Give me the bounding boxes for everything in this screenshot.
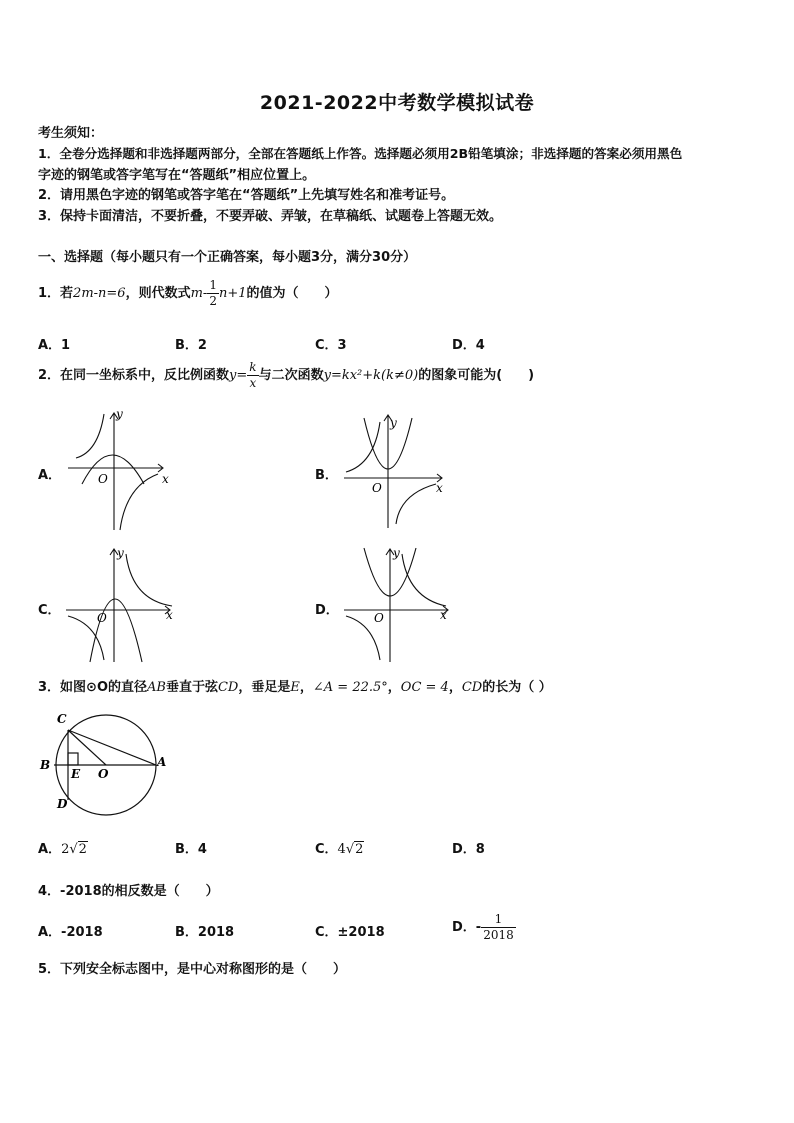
question-3 [38,676,552,695]
q3-cd: CD [217,680,239,695]
q1-frac-den: 2 [209,294,217,308]
label-d: D [57,797,68,811]
q4-option-c: C．±2018 [315,925,385,940]
q2-label-c: C． [38,603,61,618]
q1-pre: 1．若 [38,286,74,301]
origin-label: O [98,472,108,486]
q3-option-a [38,838,88,857]
q2-label-d: D． [315,603,339,618]
notice-line-1a: 1．全卷分选择题和非选择题两部分，全部在答题纸上作答。选择题必须用2B铅笔填涂；非选择题的答案必须用黑色 [38,146,683,161]
label-a: A [157,755,167,769]
q3-option-c-value: 4√2 [337,842,364,857]
notice-line-3: 3．保持卡面清洁，不要折叠，不要弄破、弄皱，在草稿纸、试题卷上答题无效。 [38,209,503,224]
page-title: 2021-2022中考数学模拟试卷 [259,92,535,114]
q4-d-num: 1 [481,912,516,928]
x-label: x [166,608,173,622]
origin-label: O [372,481,382,495]
section-heading: 一、选择题（每小题只有一个正确答案，每小题3分，满分30分） [38,250,417,265]
q2-mid: 与二次函数 [258,368,324,383]
q4-option-d-label: D．- [452,920,482,935]
q4-option-a: A．-2018 [38,925,103,940]
question-2 [38,358,534,394]
x-label: x [440,608,447,622]
segment-ca [68,730,156,765]
q3-cd2: CD [461,680,483,695]
q1-expr-b: n+1 [218,286,247,301]
q2-graph-c [62,544,180,664]
q2-graph-a [62,406,174,534]
q3-option-c [315,838,364,857]
x-label: x [436,481,443,495]
label-o: O [98,767,109,781]
q2-post: 的图象可能为( ) [418,368,535,383]
q3-oc: OC = 4 [400,680,449,695]
q3-ab: AB [147,680,166,695]
hyperbola-branch-upper [76,414,104,458]
hyperbola-branch-lower [120,474,158,530]
q2-pre: 2．在同一坐标系中，反比例函数 [38,368,230,383]
q3-t3: ， [299,680,313,695]
q1-post: 的值为（ ） [246,286,338,301]
q1-mid: ，则代数式 [125,286,191,301]
q4-d-den: 2018 [483,928,514,942]
q1-expr-a: m- [190,286,208,301]
notice-line-2: 2．请用黑色字迹的钢笔或答字笔在“答题纸”上先填写姓名和准考证号。 [38,188,455,203]
q3-pre: 3．如图⊙O的直径 [38,680,147,695]
y-label: y [390,416,397,430]
y-label: y [393,546,400,560]
q2-frac-num: k [249,360,257,374]
q3-c-coef: 4 [337,842,346,857]
origin-label: O [97,611,107,625]
q1-option-d: D．4 [452,338,485,353]
hyperbola-branch-lower [396,484,436,524]
label-b: B [40,758,51,772]
q3-angle: ∠A = 22.5° [312,680,388,695]
label-c: C [57,712,67,726]
x-label: x [162,472,169,486]
notice-heading: 考生须知： [38,126,104,141]
q1-option-b: B．2 [175,338,207,353]
hyperbola-branch-upper [402,554,446,606]
notice-line-1b: 字迹的钢笔或答字笔写在“答题纸”相应位置上。 [38,168,316,183]
origin-label: O [374,611,384,625]
q3-option-d: D．8 [452,842,485,857]
q2-fraction [247,360,258,391]
q2-label-a: A． [38,468,62,483]
hyperbola-branch-upper [126,554,172,606]
q1-option-c: C．3 [315,338,347,353]
q2-graph-b [338,410,450,532]
q2-quadratic: y=kx²+k(k≠0) [323,368,419,383]
segment-co [68,730,106,765]
question-1 [38,278,338,309]
q3-a-coef: 2 [61,842,70,857]
q1-condition: 2m-n=6 [73,286,126,301]
hyperbola-branch-upper [346,422,380,472]
q1-option-a: A．1 [38,338,71,353]
q3-option-a-label: A． [38,842,62,857]
q3-option-a-value: 2√2 [61,842,87,857]
q3-t2: ，垂足是 [238,680,291,695]
q3-t4: ， [387,680,401,695]
q2-yeq: y= [229,368,248,383]
q4-d-fraction [481,912,516,943]
q4-option-b: B．2018 [175,925,235,940]
q2-graph-d [340,544,458,664]
y-label: y [117,546,124,560]
q3-t5: ， [448,680,462,695]
q3-t1: 垂直于弦 [165,680,218,695]
right-angle-mark [68,753,78,765]
q1-fraction [207,278,219,309]
q1-frac-num: 1 [209,278,217,292]
q3-circle-figure [36,708,176,822]
parabola [82,455,144,484]
q2-label-b: B． [315,468,338,483]
q3-a-rad: 2 [78,842,87,857]
q3-option-b: B．4 [175,842,207,857]
q3-post: 的长为（ ） [482,680,552,695]
q2-frac-den: x [249,376,257,390]
y-label: y [116,407,123,421]
question-4: 4．-2018的相反数是（ ） [38,884,219,899]
label-e: E [71,767,81,781]
parabola [90,599,142,662]
q3-c-rad: 2 [355,842,364,857]
q3-e: E [290,680,300,695]
q3-option-c-label: C． [315,842,338,857]
question-5: 5．下列安全标志图中，是中心对称图形的是（ ） [38,962,347,977]
q4-option-d [452,908,516,948]
